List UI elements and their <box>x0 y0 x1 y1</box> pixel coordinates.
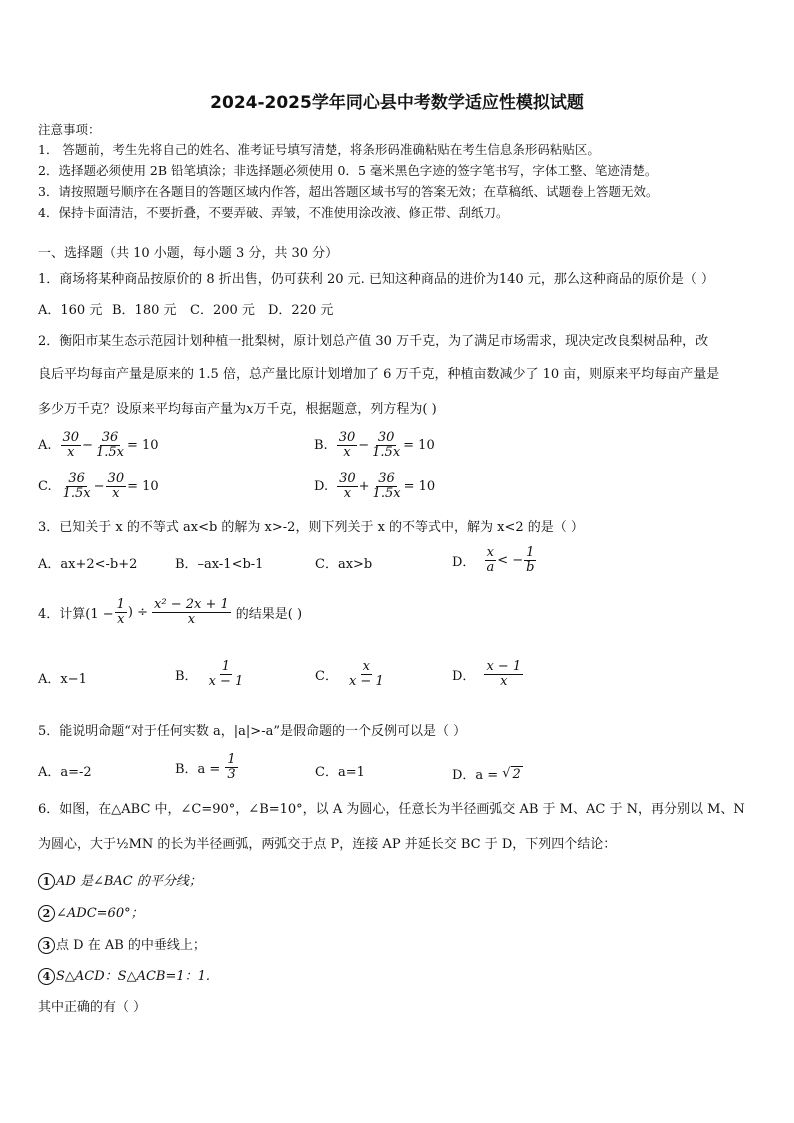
section-heading: 一、选择题（共 10 小题，每小题 3 分，共 30 分） <box>38 246 339 261</box>
q1-option-d: D．220 元 <box>268 303 334 318</box>
sqrt-icon: √ <box>502 766 511 781</box>
q5-option-b: B．a = $\frac{1}{3}$ <box>175 752 236 782</box>
notice-item-1: 1． 答题前，考生先将自己的姓名、准考证号填写清楚，将条形码准确粘贴在考生信息条形码粘贴区。 <box>38 142 600 157</box>
q6-line-2: 为圆心，大于½MN 的长为半径画弧，两弧交于点 P，连接 AP 并延长交 BC 于 D，下列四个结论： <box>38 837 617 852</box>
notice-heading: 注意事项： <box>38 122 101 137</box>
q2-line-3-tail: 万千克，根据题意，列方程为( ) <box>253 402 437 417</box>
fraction: $\frac{x}{x - 1}$ <box>348 659 384 689</box>
q1-stem: 1．商场将某种商品按原价的 8 折出售，仍可获利 20 元. 已知这种商品的进价为140 元，那么这种商品的原价是（ ） <box>38 272 714 287</box>
q3-option-b: B．–ax-1<b-1 <box>175 557 264 572</box>
q3-option-c: C．ax>b <box>315 557 373 572</box>
fraction: $\frac{30}{x}$ <box>338 430 356 460</box>
notice-item-3: 3．请按照题号顺序在各题目的答题区域内作答，超出答题区域书写的答案无效；在草稿纸、试题卷上答题无效。 <box>38 184 659 199</box>
q1-option-c: C．200 元 <box>190 303 255 318</box>
fraction: $\frac{x - 1}{x}$ <box>486 659 522 689</box>
fraction: $\frac{30}{x}$ <box>339 471 356 501</box>
q4-option-c: C． $\frac{x}{x - 1}$ <box>315 659 384 689</box>
q4-option-a: A．x−1 <box>38 672 87 687</box>
q2-option-a: A. $\frac{30}{x}$ − $\frac{36}{1.5x}$ = 10 <box>38 430 159 460</box>
circled-number-icon: 1 <box>38 873 55 890</box>
q5-option-d: D．a = √ 2 <box>452 766 521 783</box>
q3-option-a: A．ax+2<-b+2 <box>38 557 138 572</box>
q2-variable: x <box>246 402 254 417</box>
q3-option-d: D． $\frac{x}{a}$ < − $\frac{1}{b}$ <box>452 545 535 575</box>
q6-line-1: 6．如图，在△ABC 中，∠C=90°，∠B=10°，以 A 为圆心，任意长为半径画弧交 AB 于 M、AC 于 N，再分别以 M、N <box>38 802 745 817</box>
notice-item-4: 4．保持卡面清洁，不要折叠，不要弄破、弄皱，不准使用涂改液、修正带、刮纸刀。 <box>38 205 509 220</box>
q4-option-d: D． $\frac{x - 1}{x}$ <box>452 659 522 689</box>
q2-line-2: 良后平均每亩产量是原来的 1.5 倍，总产量比原计划增加了 6 万千克，种植亩数减少了 10 亩，则原来平均每亩产量是 <box>38 367 720 382</box>
fraction: $\frac{36}{1.5x}$ <box>372 471 401 501</box>
circled-number-icon: 3 <box>38 937 55 954</box>
fraction: $\frac{1}{x}$ <box>116 597 125 627</box>
q6-conclusion-1: 1 AD 是∠BAC 的平分线； <box>38 873 202 891</box>
page-title: 2024-2025学年同心县中考数学适应性模拟试题 <box>210 93 584 113</box>
q6-question: 其中正确的有（ ） <box>38 1000 147 1015</box>
q1-option-a: A．160 元 <box>38 303 103 318</box>
q2-line-3-text: 多少万千克？设原来平均每亩产量为 <box>38 402 247 417</box>
fraction: $\frac{36}{1.5x}$ <box>62 471 91 501</box>
q5-option-a: A．a=-2 <box>38 765 92 780</box>
q2-line-3 <box>38 401 437 419</box>
q5-stem: 5．能说明命题“对于任何实数 a，|a|>-a”是假命题的一个反例可以是（ ） <box>38 724 467 739</box>
fraction: $\frac{30}{1.5x}$ <box>372 430 401 460</box>
q4-stem: 4．计算(1 − $\frac{1}{x}$ ) ÷ $\frac{\text{x² − 2x + 1}}{x}$ 的结果是( ) <box>38 597 303 627</box>
q1-option-b: B．180 元 <box>112 303 177 318</box>
q2-option-c: C. $\frac{36}{1.5x}$ − $\frac{30}{x}$ = 10 <box>38 471 159 501</box>
fraction: $\frac{1}{b}$ <box>526 545 535 575</box>
q3-stem: 3．已知关于 x 的不等式 ax<b 的解为 x>-2，则下列关于 x 的不等式中，解为 x<2 的是（ ） <box>38 520 584 535</box>
fraction: $\frac{36}{1.5x}$ <box>95 430 124 460</box>
fraction: $\frac{\text{x² − 2x + 1}}{x}$ <box>154 597 229 627</box>
q2-option-b: B. $\frac{30}{x}$ − $\frac{30}{1.5x}$ = 10 <box>314 430 435 460</box>
notice-item-2: 2．选择题必须使用 2B 铅笔填涂；非选择题必须使用 0．5 毫米黑色字迹的签字笔书写，字体工整、笔迹清楚。 <box>38 163 658 178</box>
q6-conclusion-2: 2 ∠ADC=60°； <box>38 905 144 923</box>
q6-conclusion-3: 3 点 D 在 AB 的中垂线上； <box>38 937 206 955</box>
fraction: $\frac{1}{x - 1}$ <box>208 659 244 689</box>
q2-option-d: D. $\frac{30}{x}$ + $\frac{36}{1.5x}$ = 10 <box>314 471 436 501</box>
fraction: $\frac{1}{3}$ <box>227 752 236 782</box>
fraction: $\frac{30}{x}$ <box>107 471 125 501</box>
fraction: $\frac{30}{x}$ <box>62 430 80 460</box>
circled-number-icon: 2 <box>38 905 55 922</box>
q4-option-b: B． $\frac{1}{x - 1}$ <box>175 659 244 689</box>
q2-line-1: 2．衡阳市某生态示范园计划种植一批梨树，原计划总产值 30 万千克，为了满足市场需求，现决定改良梨树品种，改 <box>38 334 709 349</box>
fraction: $\frac{x}{a}$ <box>486 545 495 575</box>
q5-option-c: C．a=1 <box>315 765 365 780</box>
q6-conclusion-4: 4 S△ACD：S△ACB=1：1. <box>38 968 210 986</box>
circled-number-icon: 4 <box>38 968 55 985</box>
